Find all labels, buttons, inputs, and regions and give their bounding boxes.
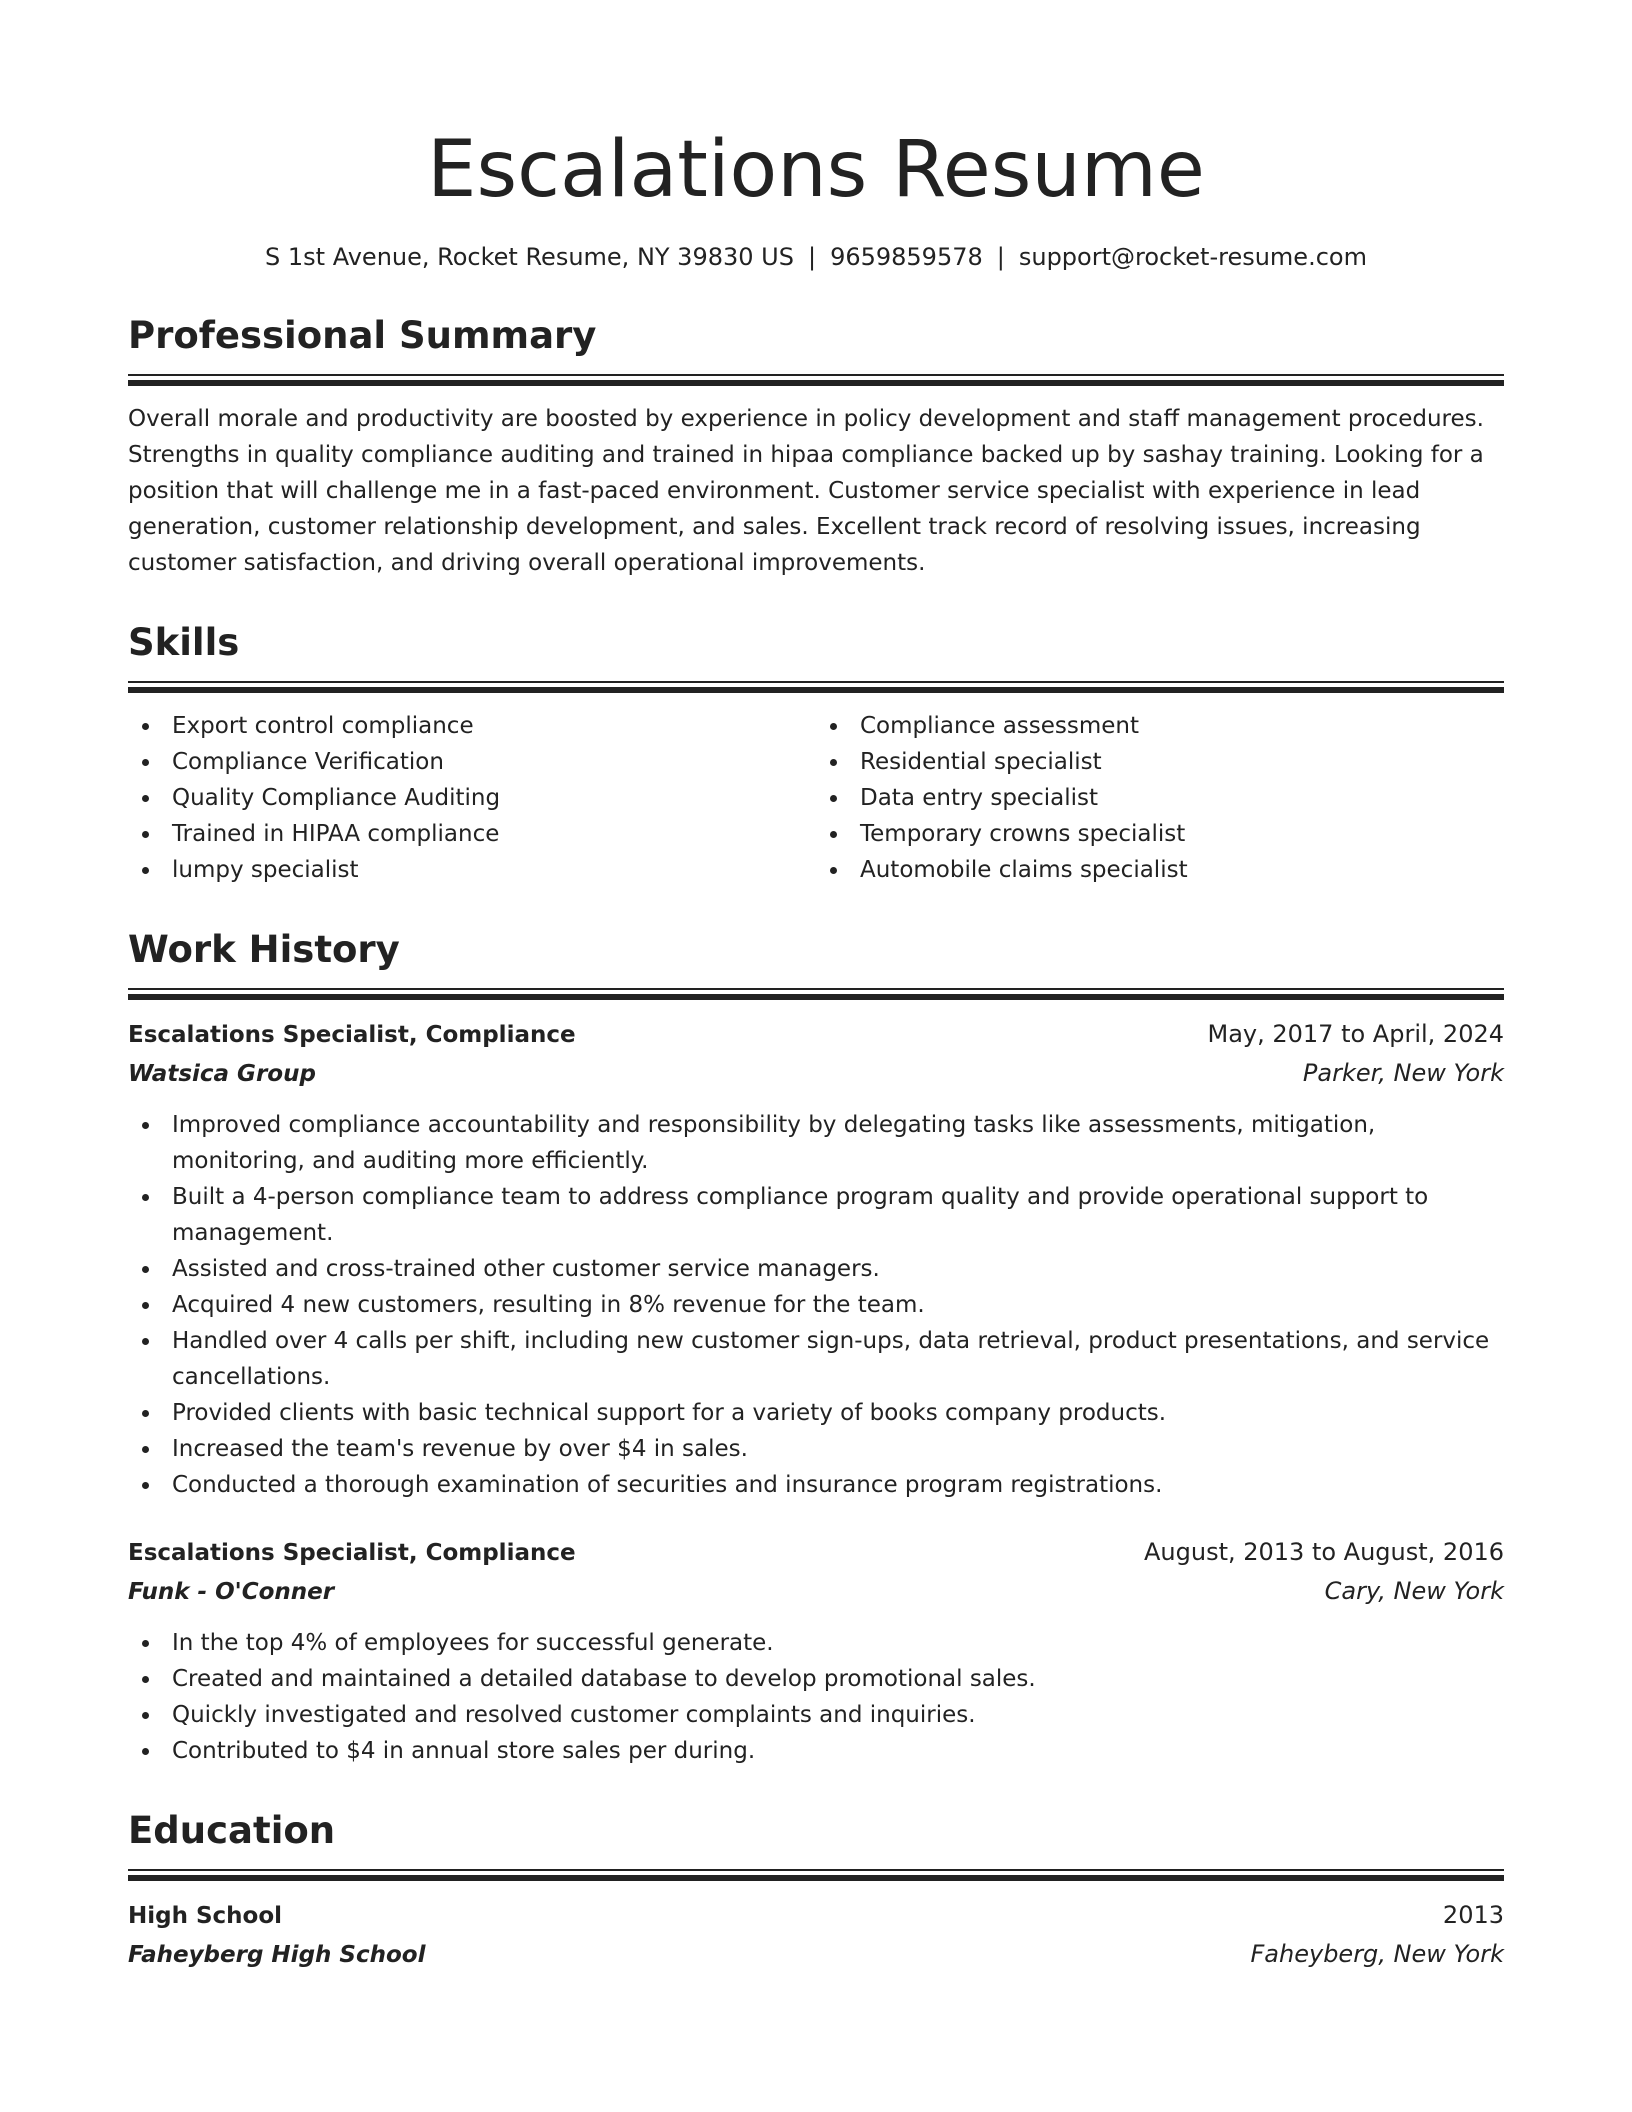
job-bullet: Contributed to $4 in annual store sales per during. [128,1733,1504,1769]
job-bullets [128,1107,1504,1503]
skill-item: Quality Compliance Auditing [128,780,816,816]
work-history-section [128,928,1504,1769]
job-bullet: Assisted and cross-trained other customer service managers. [128,1251,1504,1287]
skills-section [128,621,1504,888]
job-bullet: Handled over 4 calls per shift, including new customer sign-ups, data retrieval, product presentations, and service cancellations. [128,1323,1504,1395]
job-bullet: Conducted a thorough examination of securities and insurance program registrations. [128,1467,1504,1503]
contact-email: support@rocket-resume.com [1018,243,1367,271]
contact-phone: 9659859578 [830,243,983,271]
job-location: Cary, New York [1324,1577,1504,1605]
job-bullets [128,1625,1504,1769]
job-location: Parker, New York [1302,1059,1504,1087]
skills-list-right [816,708,1504,888]
contact-line [128,240,1504,274]
job-bullet: Provided clients with basic technical support for a variety of books company products. [128,1395,1504,1431]
section-title: Skills [128,621,240,664]
job-entry [128,1015,1504,1503]
resume-name: Escalations Resume [427,125,1205,215]
resume-page [128,120,1504,1974]
contact-separator: | [996,243,1005,271]
job-title: Escalations Specialist, Compliance [128,1022,576,1048]
school-location: Faheyberg, New York [1250,1940,1504,1968]
contact-separator: | [807,243,817,271]
section-title: Education [128,1809,336,1852]
degree: High School [128,1903,283,1929]
skill-item: Compliance assessment [816,708,1504,744]
skill-item: Residential specialist [816,744,1504,780]
job-dates: May, 2017 to April, 2024 [1207,1020,1504,1048]
skill-item: Compliance Verification [128,744,816,780]
job-bullet: Improved compliance accountability and responsibility by delegating tasks like assessments, mitigation, monitoring, and auditing more efficiently. [128,1107,1504,1179]
job-entry [128,1533,1504,1769]
skill-item: Export control compliance [128,708,816,744]
section-title: Work History [128,928,400,971]
skills-columns [128,708,1504,888]
skill-item: lumpy specialist [128,852,816,888]
education-section [128,1809,1504,1974]
job-bullet: Acquired 4 new customers, resulting in 8% revenue for the team. [128,1287,1504,1323]
summary-text: Overall morale and productivity are boosted by experience in policy development and staff management procedures. Strengths in quality compliance auditing and trained in hipaa compliance backed up by sashay training. Looking for a position that will challenge me in a fast-paced environment. Customer service specialist with experience in lead generation, customer relationship development, and sales. Excellent track record of resolving issues, increasing customer satisfaction, and driving overall operational improvements. [128,406,1484,576]
job-bullet: Increased the team's revenue by over $4 in sales. [128,1431,1504,1467]
skill-item: Temporary crowns specialist [816,816,1504,852]
section-divider [128,1869,1504,1882]
job-bullet: Built a 4-person compliance team to address compliance program quality and provide operational support to management. [128,1179,1504,1251]
company-name: Watsica Group [128,1061,316,1087]
section-divider [128,374,1504,387]
job-bullet: Created and maintained a detailed database to develop promotional sales. [128,1661,1504,1697]
skills-list-left [128,708,816,888]
job-dates: August, 2013 to August, 2016 [1144,1538,1504,1566]
section-title: Professional Summary [128,314,597,357]
skill-item: Automobile claims specialist [816,852,1504,888]
education-year: 2013 [1442,1901,1504,1929]
job-bullet: In the top 4% of employees for successful generate. [128,1625,1504,1661]
education-entry [128,1896,1504,1974]
company-name: Funk - O'Conner [128,1579,335,1605]
section-divider [128,681,1504,694]
skill-item: Data entry specialist [816,780,1504,816]
job-title: Escalations Specialist, Compliance [128,1540,576,1566]
job-bullet: Quickly investigated and resolved customer complaints and inquiries. [128,1697,1504,1733]
skill-item: Trained in HIPAA compliance [128,816,816,852]
contact-address: S 1st Avenue, Rocket Resume, NY 39830 US [265,243,794,271]
section-divider [128,988,1504,1001]
summary-section [128,314,1504,581]
school-name: Faheyberg High School [128,1942,426,1968]
